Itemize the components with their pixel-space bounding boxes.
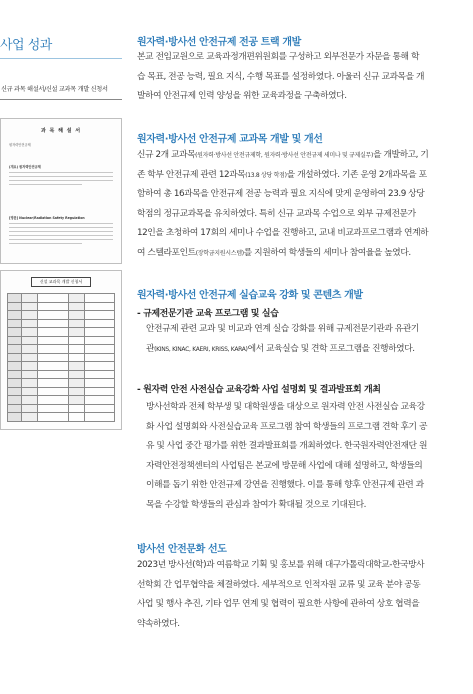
section-body-course-development: 신규 2개 교과목(원자력·방사선 안전규제학, 원자력·방사선 안전규제 세미나 및 규제실무)을 개발하고, 기 존 학부 안전규제 관련 12과목(13.8 상당 학점)을 개설하였다. 기존 운영 2개과목을 포 함하여 총 16과목을 안전규제 전공 능력과 필요 지식에 맞게 운영하여 23.9 상당 학점의 정규교과목을 유치하였다. 특히 신규 교과목 수업으로 외부 규제전문가 12인을 초청하여 17회의 세미나 수업을 진행하고, 교내 비교과프로그램과 연계하 여 스텔라포인트(장학금지원시스템)를 지원하여 학생들의 세미나 참여율을 높였다. <box>137 150 429 258</box>
doc-a-heading: 과 목 해 설 서 <box>40 128 82 134</box>
course-application-form-image <box>0 270 122 430</box>
bullet-body-briefing-session: 방사선학과 전체 학부생 및 대학원생을 대상으로 원자력 안전 사전실습 교육강 화 사업 설명회와 사전실습교육 프로그램 참여 학생들의 프로그램 견학 후기 공 유 및 사업 중간 평가를 위한 결과발표회를 개최하였다. 한국원자력안전재단 원 자력안전정책센터의 사업팀은 본교에 방문해 사업에 대해 설명하고, 학생들의 이해를 돕기 위한 안전규제 강연을 진행했다. 이를 통해 향후 안전규제 관련 과 목을 수강할 학생들의 관심과 참여가 확대될 것으로 기대된다. <box>146 402 427 510</box>
doc-b-form-table <box>7 293 115 422</box>
section-body-major-track: 본교 전임교원으로 교육과정개편위원회를 구성하고 외부전문가 자문을 통해 학 습 목표, 전공 능력, 필요 지식, 수행 목표를 설정하였다. 아울러 신규 교과목을 개 발하여 안전규제 인력 양성을 위한 교육과정을 구축하였다. <box>137 52 425 101</box>
section-title-safety-culture: 방사선 안전문화 선도 <box>137 544 227 555</box>
section-body-safety-culture: 2023년 방사선(학)과 여름학교 기획 및 홍보를 위해 대구가톨릭대학교-한국방사 선학회 간 업무협약을 체결하였다. 세부적으로 인적자원 교류 및 교육 분야 공동 사업 및 행사 추진, 기타 업무 연계 및 협력이 필요한 사항에 관하여 상호 협력을 약속하였다. <box>137 560 425 629</box>
section-title-practice-education: 원자력·방사선 안전규제 실습교육 강화 및 콘텐츠 개발 <box>137 290 363 301</box>
document-caption-block <box>0 84 122 100</box>
caption-divider <box>0 99 122 100</box>
section-title-major-track: 원자력·방사선 안전규제 전공 트랙 개발 <box>137 37 301 48</box>
bullet-briefing-session: - 원자력 안전 사전실습 교육강화 사업 설명회 및 결과발표회 개최 <box>137 385 381 395</box>
doc-a-label-2: [영문] Nuclear/Radiation Safety Regulation <box>9 216 85 220</box>
bullet-regulatory-program: - 규제전문기관 교육 프로그램 및 실습 <box>137 309 279 319</box>
page-title: 사업 성과 <box>0 38 52 53</box>
section-title-course-development: 원자력·방사선 안전규제 교과목 개발 및 개선 <box>137 134 323 145</box>
doc-a-label-1: (개요) 원자력안전규제 <box>9 165 41 169</box>
document-caption: 신규 과목 해설서/신설 교과목 개발 신청서 <box>1 86 108 93</box>
bullet-body-regulatory-program: 안전규제 관련 교과 및 비교과 연계 실습 강화를 위해 규제전문기관과 유관기 관(KINS, KINAC, KAERI, KRISS, KARA)에서 교육실습 및 견학 프로그램을 진행하였다. <box>146 324 419 354</box>
course-description-document-image <box>0 118 122 264</box>
doc-b-heading: 신설 교과목 개발 신청서 <box>31 277 91 287</box>
title-divider <box>0 58 122 59</box>
doc-a-subtitle: 원자력안전규제 <box>9 143 31 147</box>
